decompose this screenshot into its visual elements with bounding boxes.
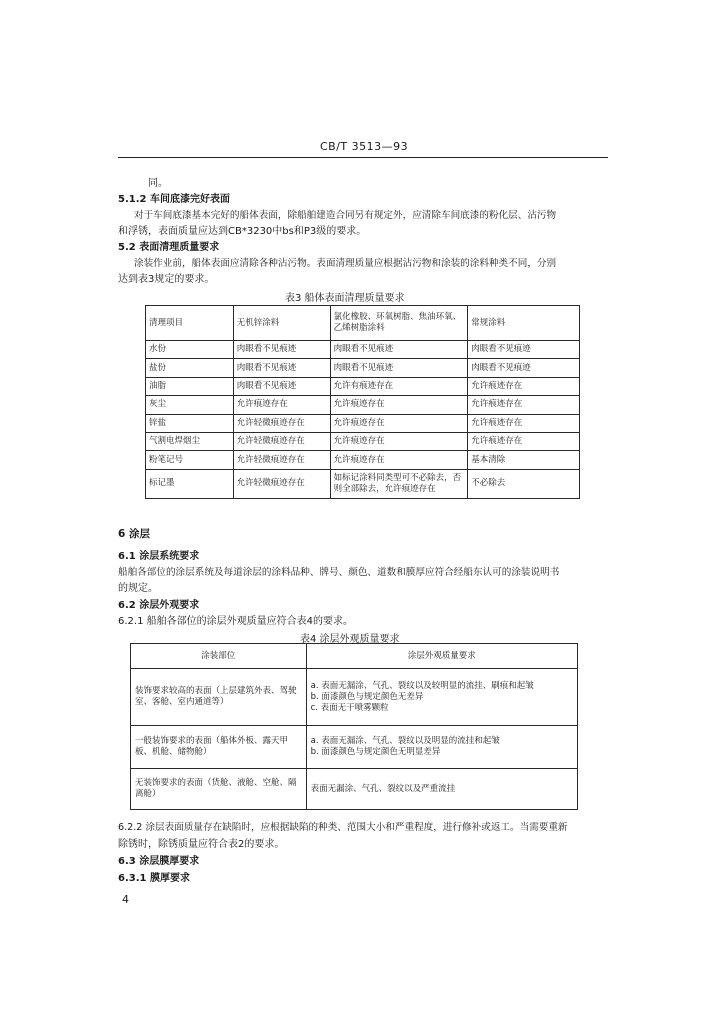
section-heading: 6.3 涂层膜厚要求 [118,856,200,867]
paragraph-line: 涂装作业前，船体表面应清除各种沾污物。表面清理质量应根据沾污物和涂装的涂料种类不同，分别 [134,258,557,269]
table-cell: 肉眼看不见痕迹 [233,377,330,395]
table-cell: 基本清除 [468,451,580,469]
table-cell [306,769,577,810]
table-cell: 允许轻微痕迹存在 [233,469,330,498]
table-4 [130,643,578,810]
table-cell: 锌盐 [146,414,234,432]
section-heading: 6.2 涂层外观要求 [118,600,200,611]
table-cell: 肉眼看不见痕迹 [330,359,468,377]
requirement-item: 表面无漏涂、气孔、裂纹以及严重流挂 [310,783,456,794]
table-cell: 无装饰要求的表面（货舱、液舱、空舱、隔离舱） [131,769,307,810]
table-cell: 装饰要求较高的表面（上层建筑外表、驾驶室、客舱、室内通道等） [131,669,307,726]
table-cell: 不必除去 [468,469,580,498]
page-header: CB/T 3513—93 [320,140,409,153]
table-row [146,359,580,377]
page-number: 4 [122,893,129,906]
paragraph-line: 6.2.1 船舶各部位的涂层外观质量应符合表4的要求。 [118,616,353,627]
section-heading: 5.1.2 车间底漆完好表面 [118,194,230,205]
table-row [146,396,580,414]
table-cell: 允许痕迹存在 [468,432,580,450]
table-cell: 允许轻微痕迹存在 [233,414,330,432]
table-cell: 允许痕迹存在 [233,396,330,414]
table-caption: 表3 船体表面清理质量要求 [285,293,405,304]
table-3 [145,305,580,499]
table-cell: 盐份 [146,359,234,377]
table-header-cell: 涂装部位 [131,644,307,669]
table-row [146,341,580,359]
table-cell: 允许痕迹存在 [468,377,580,395]
table-cell: 允许痕迹存在 [468,396,580,414]
table-cell: 允许痕迹存在 [330,432,468,450]
paragraph-line: 6.2.2 涂层表面质量存在缺陷时，应根据缺陷的种类、范围大小和严重程度，进行修补或返工。当需要重新 [118,822,568,833]
table-cell [306,669,577,726]
table-row [131,769,578,810]
table-cell: 肉眼看不见痕迹 [468,359,580,377]
table-row [146,432,580,450]
paragraph-line: 对于车间底漆基本完好的船体表面，除船舶建造合同另有规定外，应清除车间底漆的粉化层、沾污物 [134,210,557,221]
section-heading: 6.3.1 膜厚要求 [118,873,190,884]
table-header-cell: 清理项目 [146,306,234,341]
requirement-item: b. 面漆颜色与规定颜色无明显差异 [310,747,441,757]
table-cell [306,726,577,769]
table-row [146,377,580,395]
paragraph-line: 的规定。 [118,583,158,594]
table-cell: 允许痕迹存在 [330,396,468,414]
requirement-item: c. 表面无干喷雾颗粒 [310,702,389,713]
paragraph-line: 除锈时，除锈质量应符合表2的要求。 [118,839,285,850]
paragraph-line: 船舶各部位的涂层系统及每道涂层的涂料品种、牌号、颜色、道数和膜厚应符合经船东认可的涂装说明书 [118,567,560,578]
requirement-item: b. 面漆颜色与规定颜色无差异 [310,691,424,702]
paragraph-line: 和浮锈，表面质量应达到CB*3230中bs和P3级的要求。 [118,226,367,237]
table-header-cell: 常规涂料 [468,306,580,341]
table-row [146,469,580,498]
table-row [146,414,580,432]
table-row [146,451,580,469]
table-cell: 肉眼看不见痕迹 [233,359,330,377]
table-cell: 允许痕迹存在 [330,414,468,432]
section-heading: 6 涂层 [118,528,150,540]
table-cell: 允许有痕迹存在 [330,377,468,395]
table-cell: 一般装饰要求的表面（船体外板、露天甲板、机舱、储物舱） [131,726,307,769]
table-cell: 灰尘 [146,396,234,414]
table-cell: 肉眼看不见痕迹 [468,341,580,359]
table-cell: 标记墨 [146,469,234,498]
table-cell: 油脂 [146,377,234,395]
table-row [131,726,578,769]
table-cell: 允许痕迹存在 [468,414,580,432]
text-line: 同。 [148,178,168,189]
table-cell: 水份 [146,341,234,359]
table-header-cell: 涂层外观质量要求 [306,644,577,669]
table-cell: 粉笔记号 [146,451,234,469]
requirement-item: a. 表面无漏涂、气孔、裂纹以及明显的流挂和起皱 [310,736,500,746]
requirement-item: a. 表面无漏涂、气孔、裂纹以及较明显的流挂、刷痕和起皱 [310,680,534,691]
table-cell: 肉眼看不见痕迹 [233,341,330,359]
section-heading: 6.1 涂层系统要求 [118,551,200,562]
table-cell: 允许痕迹存在 [330,451,468,469]
table-cell: 允许轻微痕迹存在 [233,432,330,450]
section-heading: 5.2 表面清理质量要求 [118,242,220,253]
table-header-cell: 无机锌涂料 [233,306,330,341]
table-cell: 气割电焊烟尘 [146,432,234,450]
table-cell: 允许轻微痕迹存在 [233,451,330,469]
header-rule [118,157,608,158]
table-header-cell: 氯化橡胶、环氧树脂、焦油环氧、乙烯树脂涂料 [330,306,468,341]
table-cell: 肉眼看不见痕迹 [330,341,468,359]
table-caption: 表4 涂层外观质量要求 [300,634,400,645]
table-row [131,669,578,726]
paragraph-line: 达到表3规定的要求。 [118,274,215,285]
table-cell: 如标记涂料同类型可不必除去，否则全部除去，允许痕迹存在 [330,469,468,498]
